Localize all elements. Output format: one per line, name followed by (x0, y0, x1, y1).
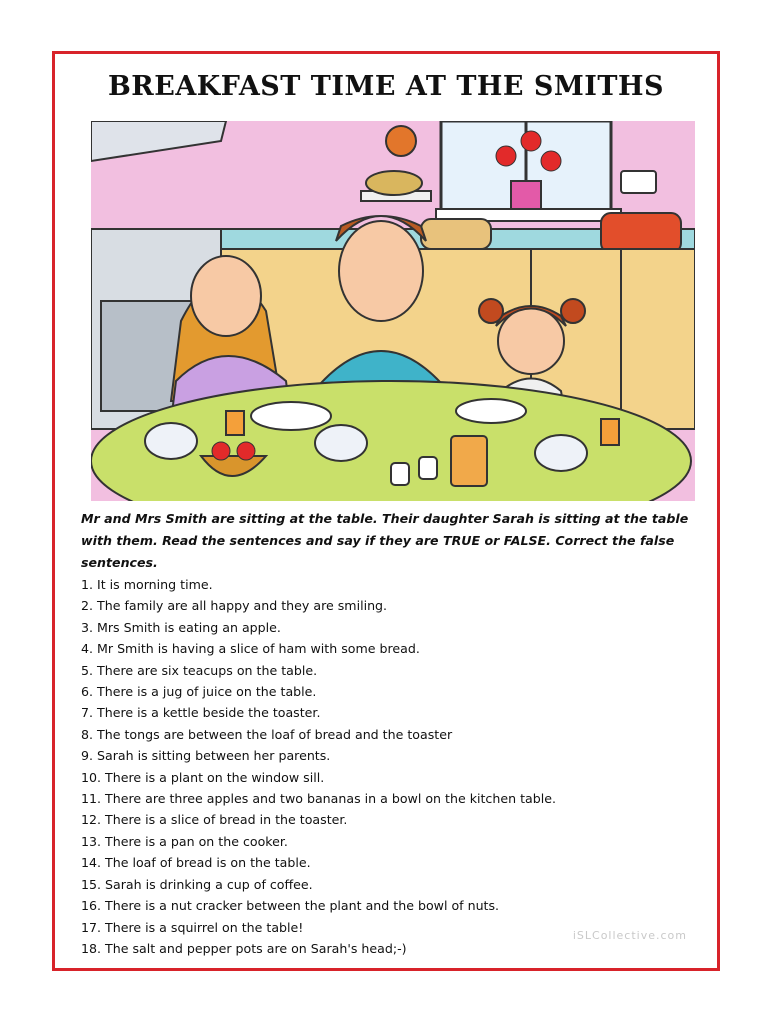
worksheet-frame (52, 51, 720, 971)
list-item: 11. There are three apples and two bananas in a bowl on the kitchen table. (81, 791, 556, 807)
list-item: 1. It is morning time. (81, 577, 213, 592)
list-item: 12. There is a slice of bread in the toaster. (81, 812, 348, 828)
list-item: 10. There is a plant on the window sill. (81, 769, 325, 785)
list-item: 2. The family are all happy and they are smiling. (81, 598, 388, 614)
sentence-list (81, 574, 701, 959)
list-item: 17. There is a squirrel on the table! (81, 919, 304, 935)
list-item: 14. The loaf of bread is on the table. (81, 855, 311, 871)
instructions-paragraph: Mr and Mrs Smith are sitting at the table. Their daughter Sarah is sitting at the table with them. Read the sentences and say if they are TRUE or FALSE. Correct the false sentences. (81, 511, 689, 570)
list-item: 5. There are six teacups on the table. (81, 662, 318, 678)
list-item: 6. There is a jug of juice on the table. (81, 684, 317, 700)
list-item: 3. Mrs Smith is eating an apple. (81, 619, 281, 635)
watermark: iSLCollective.com (572, 929, 687, 942)
list-item: 16. There is a nut cracker between the plant and the bowl of nuts. (81, 898, 500, 914)
list-item: 9. Sarah is sitting between her parents. (81, 748, 331, 764)
list-item: 4. Mr Smith is having a slice of ham with some bread. (81, 641, 420, 657)
page-title: BREAKFAST TIME AT THE SMITHS (107, 71, 665, 102)
list-item: 7. There is a kettle beside the toaster. (81, 705, 321, 721)
list-item: 8. The tongs are between the loaf of bread and the toaster (81, 726, 453, 742)
breakfast-illustration (91, 121, 695, 501)
list-item: 15. Sarah is drinking a cup of coffee. (81, 876, 313, 892)
list-item: 18. The salt and pepper pots are on Sarah's head;-) (81, 940, 407, 956)
list-item: 13. There is a pan on the cooker. (81, 833, 288, 849)
